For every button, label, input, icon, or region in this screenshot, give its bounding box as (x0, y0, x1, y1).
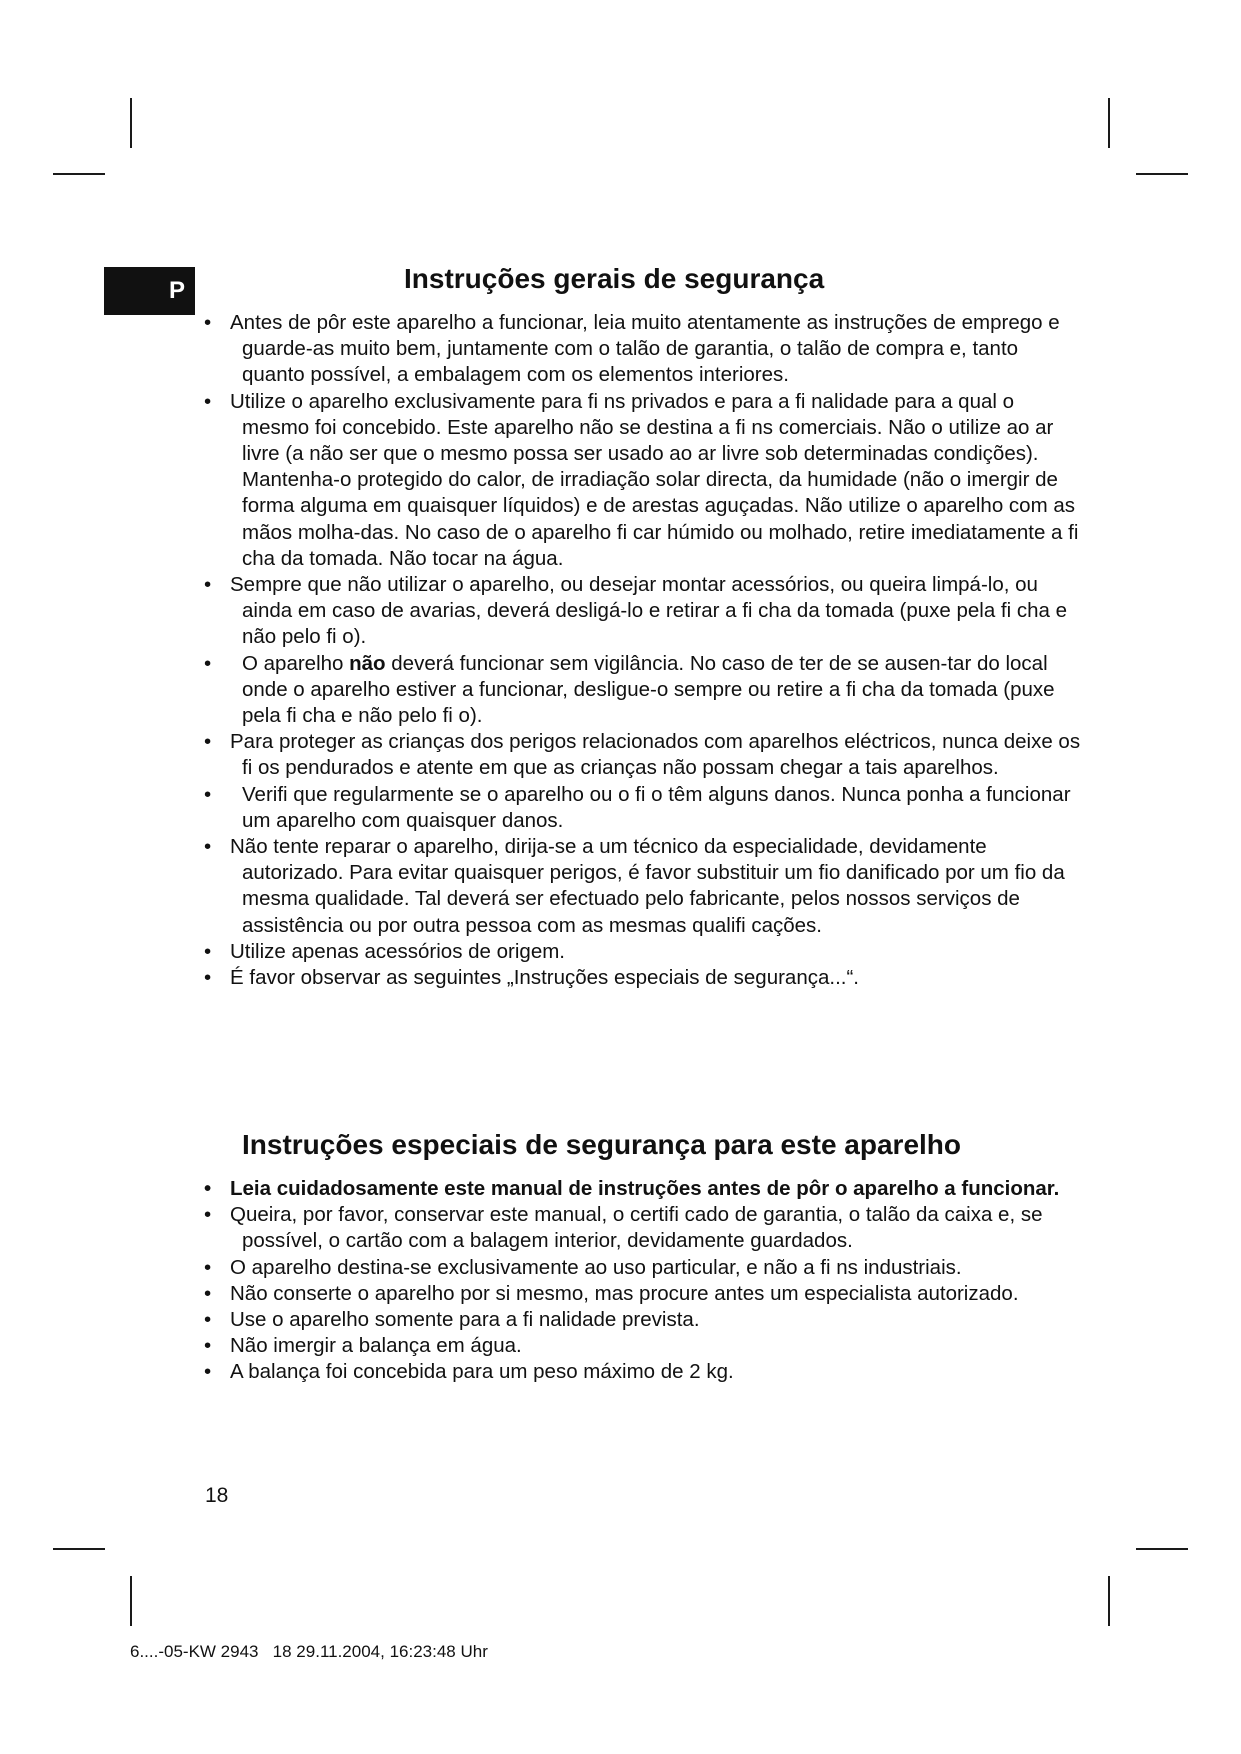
list-item: • Leia cuidadosamente este manual de instruções antes de pôr o aparelho a funcionar. (204, 1176, 1084, 1202)
crop-mark-bottom-right-horizontal (1136, 1548, 1188, 1550)
list-item: • Sempre que não utilizar o aparelho, ou desejar montar acessórios, ou queira limpá-lo, ou ainda em caso de avarias, deverá desligá-lo e retirar a fi cha da tomada (puxe pela fi cha e não pelo fi o). (204, 572, 1084, 651)
general-safety-heading: Instruções gerais de segurança (404, 263, 825, 294)
list-item (204, 651, 1084, 730)
list-item: • Verifi que regularmente se o aparelho ou o fi o têm alguns danos. Nunca ponha a funcionar um aparelho com quaisquer danos. (204, 782, 1084, 834)
special-safety-list (204, 1176, 1084, 1386)
list-item: • Queira, por favor, conservar este manual, o certifi cado de garantia, o talão da caixa e, se possível, o cartão com a balagem interior, devidamente guardados. (204, 1202, 1084, 1254)
print-footer: 6....-05-KW 2943 18 29.11.2004, 16:23:48 Uhr (130, 1642, 488, 1661)
list-item: • Não tente reparar o aparelho, dirija-se a um técnico da especialidade, devidamente autorizado. Para evitar quaisquer perigos, é favor substituir um fio danificado por um fio da mesma qualidade. Tal deverá ser efectuado pelo fabricante, pelos nossos serviços de assistência ou por outra pessoa com as mesmas qualifi cações. (204, 834, 1084, 939)
list-item: • Use o aparelho somente para a fi nalidade prevista. (204, 1307, 1084, 1333)
item-text-end: deverá funcionar sem vigilância. No caso de ter de se ausen-tar do local onde o aparelho estiver a funcionar, desligue-o sempre ou retire a fi cha da tomada (puxe pela fi cha e não pelo fi o). (242, 651, 1055, 728)
list-item: • A balança foi concebida para um peso máximo de 2 kg. (204, 1359, 1084, 1385)
crop-mark-bottom-left-horizontal (53, 1548, 105, 1550)
crop-mark-bottom-left-vertical (130, 1576, 132, 1626)
list-item: • Não conserte o aparelho por si mesmo, mas procure antes um especialista autorizado. (204, 1281, 1084, 1307)
list-item: • Antes de pôr este aparelho a funcionar, leia muito atentamente as instruções de emprego e guarde-as muito bem, juntamente com o talão de garantia, o talão de compra e, tanto quanto possível, a embalagem com os elementos interiores. (204, 310, 1084, 389)
crop-mark-top-right-vertical (1108, 98, 1110, 148)
list-item: • É favor observar as seguintes „Instruções especiais de segurança...“. (204, 965, 1084, 991)
list-item: • Não imergir a balança em água. (204, 1333, 1084, 1359)
crop-mark-top-left-horizontal (53, 173, 105, 175)
list-item: • Para proteger as crianças dos perigos relacionados com aparelhos eléctricos, nunca deixe os fi os pendurados e atente em que as crianças não possam chegar a tais aparelhos. (204, 729, 1084, 781)
list-item: • Utilize o aparelho exclusivamente para fi ns privados e para a fi nalidade para a qual o mesmo foi concebido. Este aparelho não se destina a fi ns comerciais. Não o utilize ao ar livre (a não ser que o mesmo possa ser usado ao ar livre sob determinadas condições). Mantenha-o protegido do calor, de irradiação solar directa, da humidade (não o imergir de forma alguma em quaisquer líquidos) e de arestas aguçadas. Não utilize o aparelho com as mãos molha-das. No caso de o aparelho fi car húmido ou molhado, retire imediatamente a fi cha da tomada. Não tocar na água. (204, 389, 1084, 572)
emphasis-nao: não (349, 651, 386, 675)
page-number: 18 (205, 1484, 229, 1507)
general-safety-list (204, 310, 1084, 991)
crop-mark-top-right-horizontal (1136, 173, 1188, 175)
crop-mark-bottom-right-vertical (1108, 1576, 1110, 1626)
list-item: • O aparelho destina-se exclusivamente ao uso particular, e não a fi ns industriais. (204, 1255, 1084, 1281)
list-item: • Utilize apenas acessórios de origem. (204, 939, 1084, 965)
language-tab: P (104, 267, 195, 315)
crop-mark-top-left-vertical (130, 98, 132, 148)
item-text-start: O aparelho (242, 651, 350, 675)
special-safety-heading: Instruções especiais de segurança para este aparelho (242, 1129, 962, 1160)
